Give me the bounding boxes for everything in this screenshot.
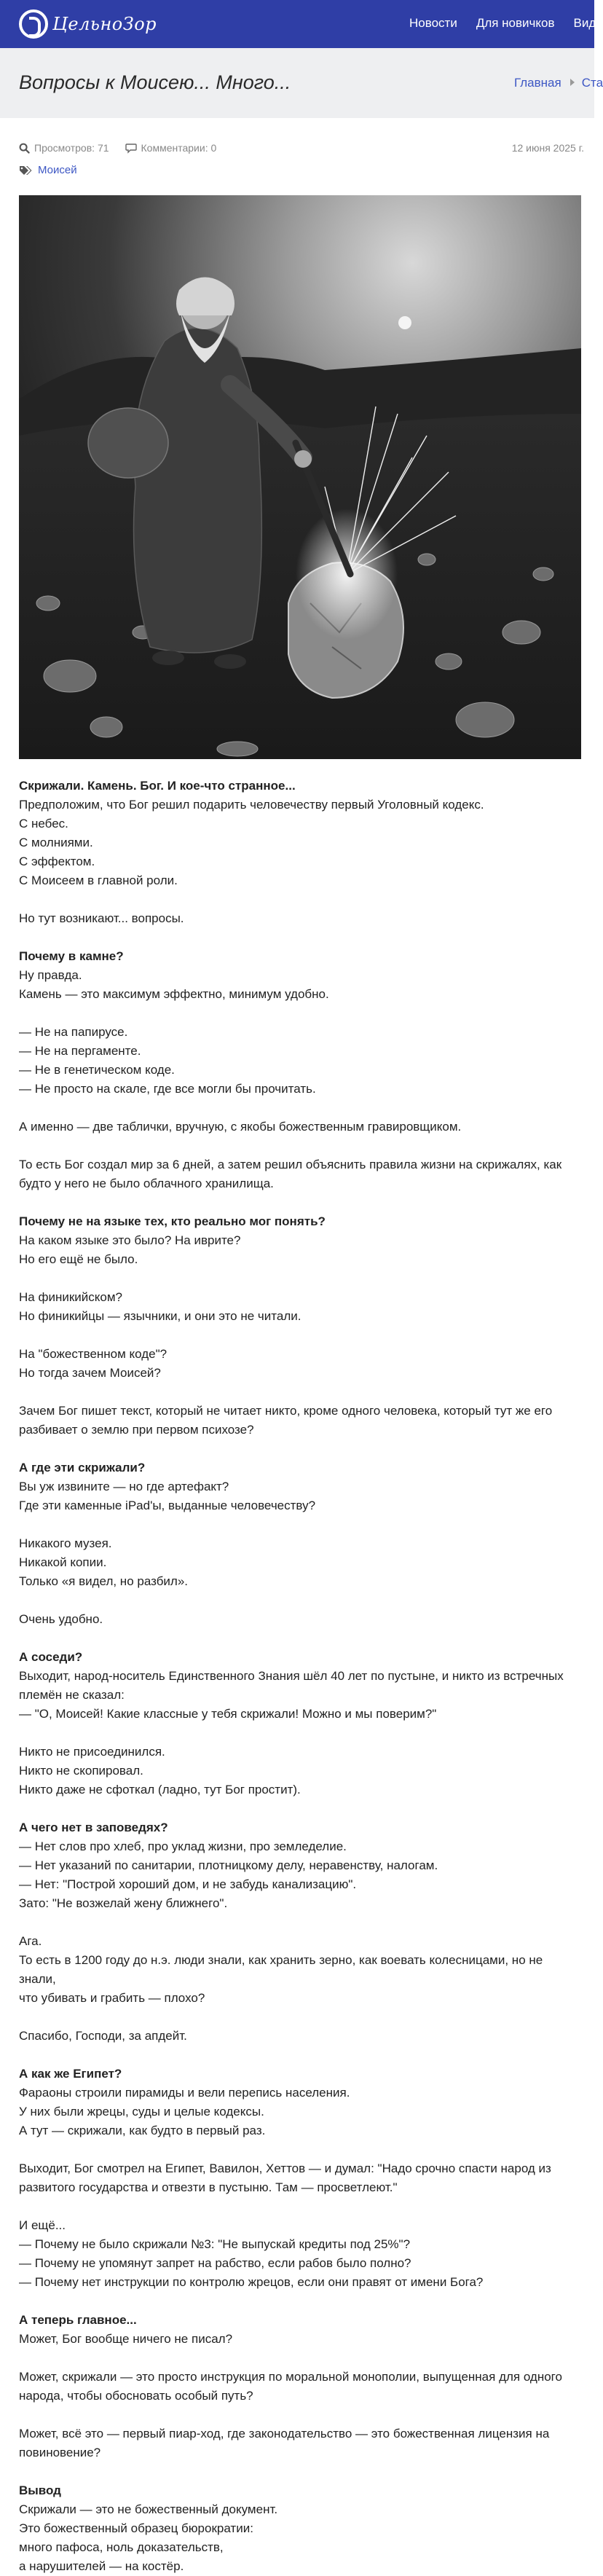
paragraph-line: — Не в генетическом коде. <box>19 1063 175 1077</box>
tag-icon <box>19 165 32 176</box>
paragraph-spacer <box>19 1591 575 1610</box>
paragraph-line: Очень удобно. <box>19 1612 103 1626</box>
paragraph-line: разбивает о землю при первом психозе? <box>19 1423 254 1437</box>
nav-item-beginners[interactable]: Для новичков <box>476 16 555 30</box>
paragraph-line: развитого государства и отвезти в пустыню. Там — просветлеют." <box>19 2180 398 2194</box>
paragraph-line: Никто даже не сфоткал (ладно, тут Бог простит). <box>19 1783 301 1796</box>
paragraph-spacer <box>19 1099 575 1118</box>
paragraph-spacer <box>19 1799 575 1818</box>
section-heading: А соседи? <box>19 1650 83 1664</box>
paragraph-line: С небес. <box>19 817 68 830</box>
section-heading: Скрижали. Камень. Бог. И кое-что странное... <box>19 779 296 793</box>
paragraph-line: Ну правда. <box>19 968 82 982</box>
comments-label: Комментарии: 0 <box>141 142 217 154</box>
paragraph-spacer <box>19 2349 575 2368</box>
paragraph-spacer <box>19 1136 575 1155</box>
section-heading: Почему не на языке тех, кто реально мог понять? <box>19 1214 326 1228</box>
paragraph-line: — "О, Моисей! Какие классные у тебя скрижали! Можно и мы поверим?" <box>19 1707 437 1721</box>
comment-icon <box>125 143 137 153</box>
paragraph-line: будто у него не было облачного хранилища. <box>19 1177 274 1190</box>
paragraph-spacer <box>19 1515 575 1534</box>
post-meta <box>19 142 584 186</box>
paragraph-spacer <box>19 2406 575 2424</box>
paragraph-line: племён не сказал: <box>19 1688 125 1702</box>
paragraph-line: Зато: "Не возжелай жену ближнего". <box>19 1896 228 1910</box>
paragraph-line: Ага. <box>19 1934 42 1948</box>
moses-breaking-stone-illustration <box>19 195 581 759</box>
paragraph-spacer <box>19 2046 575 2065</box>
paragraph-line: Но тогда зачем Моисей? <box>19 1366 161 1380</box>
paragraph-line: Но тут возникают... вопросы. <box>19 911 184 925</box>
paragraph-line: То есть Бог создал мир за 6 дней, а затем решил объяснить правила жизни на скрижалях, как <box>19 1158 562 1171</box>
paragraph-line: а нарушителей — на костёр. <box>19 2559 184 2573</box>
paragraph-spacer <box>19 2140 575 2159</box>
paragraph-line: что убивать и грабить — плохо? <box>19 1991 205 2005</box>
paragraph-line: Никто не скопировал. <box>19 1764 143 1778</box>
paragraph-line: Но финикийцы — язычники, и они это не читали. <box>19 1309 302 1323</box>
nav-item-news[interactable]: Новости <box>409 16 457 30</box>
search-icon <box>19 143 30 154</box>
post-date: 12 июня 2025 г. <box>511 142 584 154</box>
article-body <box>19 777 575 2576</box>
paragraph-line: Может, скрижали — это просто инструкция по моральной монополии, выпущенная для одного <box>19 2370 562 2384</box>
paragraph-spacer <box>19 2462 575 2481</box>
logo-text: ЦельноЗор <box>52 14 157 34</box>
paragraph-line: — Нет: "Построй хороший дом, и не забудь канализацию". <box>19 1877 357 1891</box>
paragraph-spacer <box>19 890 575 909</box>
paragraph-line: На каком языке это было? На иврите? <box>19 1233 241 1247</box>
paragraph-line: Только «я видел, но разбил». <box>19 1574 189 1588</box>
paragraph-line: Может, всё это — первый пиар-ход, где законодательство — это божественная лицензия на <box>19 2427 550 2440</box>
breadcrumb-articles[interactable]: Ста <box>581 76 603 90</box>
paragraph-line: Никто не присоединился. <box>19 1745 165 1759</box>
title-bar <box>0 48 603 118</box>
paragraph-line: То есть в 1200 году до н.э. люди знали, как хранить зерно, как воевать колесницами, но не знали, <box>19 1953 543 1986</box>
paragraph-spacer <box>19 1724 575 1743</box>
chevron-right-icon <box>570 79 575 86</box>
paragraph-line: Никакой копии. <box>19 1555 107 1569</box>
paragraph-spacer <box>19 1004 575 1023</box>
paragraph-spacer <box>19 2008 575 2027</box>
section-heading: А как же Египет? <box>19 2067 122 2081</box>
site-header <box>0 0 594 48</box>
paragraph-line: С молниями. <box>19 836 93 849</box>
paragraph-spacer <box>19 1269 575 1288</box>
paragraph-line: На финикийском? <box>19 1290 122 1304</box>
main-nav <box>409 16 596 31</box>
paragraph-line: Предположим, что Бог решил подарить человечеству первый Уголовный кодекс. <box>19 798 484 812</box>
views-count <box>19 142 109 154</box>
page-title: Вопросы к Моисею... Много... <box>19 71 291 93</box>
paragraph-line: А именно — две таблички, вручную, с якобы божественным гравировщиком. <box>19 1120 462 1134</box>
paragraph-spacer <box>19 928 575 947</box>
paragraph-line: — Не на папирусе. <box>19 1025 128 1039</box>
paragraph-spacer <box>19 2292 575 2311</box>
paragraph-line: — Почему не упомянут запрет на рабство, если рабов было полно? <box>19 2256 411 2270</box>
section-heading: Вывод <box>19 2483 61 2497</box>
paragraph-line: Вы уж извините — но где артефакт? <box>19 1480 229 1493</box>
paragraph-line: Может, Бог вообще ничего не писал? <box>19 2332 233 2346</box>
paragraph-spacer <box>19 1326 575 1345</box>
section-heading: А где эти скрижали? <box>19 1461 146 1474</box>
paragraph-line: С эффектом. <box>19 855 95 868</box>
paragraph-line: — Почему не было скрижали №3: "Не выпускай кредиты под 25%"? <box>19 2237 411 2251</box>
comments-count[interactable] <box>125 142 217 154</box>
section-heading: Почему в камне? <box>19 949 124 963</box>
paragraph-line: — Не просто на скале, где все могли бы прочитать. <box>19 1082 316 1096</box>
logo-icon <box>19 9 48 39</box>
section-heading: А теперь главное... <box>19 2313 137 2327</box>
paragraph-line: Выходит, Бог смотрел на Египет, Вавилон, Хеттов — и думал: "Надо срочно спасти народ из <box>19 2161 551 2175</box>
paragraph-line: А тут — скрижали, как будто в первый раз. <box>19 2124 266 2137</box>
paragraph-spacer <box>19 1440 575 1458</box>
paragraph-line: — Не на пергаменте. <box>19 1044 141 1058</box>
paragraph-line: Спасибо, Господи, за апдейт. <box>19 2029 187 2043</box>
paragraph-line: Зачем Бог пишет текст, который не читает никто, кроме одного человека, который тут же его <box>19 1404 553 1418</box>
paragraph-line: народа, чтобы обосновать особый путь? <box>19 2389 253 2403</box>
breadcrumb <box>514 76 603 90</box>
paragraph-spacer <box>19 2197 575 2216</box>
paragraph-line: Где эти каменные iPad'ы, выданные человечеству? <box>19 1499 316 1512</box>
paragraph-line: Никакого музея. <box>19 1536 112 1550</box>
paragraph-line: На "божественном коде"? <box>19 1347 168 1361</box>
paragraph-line: — Нет указаний по санитарии, плотницкому делу, неравенству, налогам. <box>19 1858 438 1872</box>
tags <box>19 164 77 176</box>
paragraph-line: Это божественный образец бюрократии: <box>19 2521 253 2535</box>
paragraph-line: Камень — это максимум эффектно, минимум удобно. <box>19 987 329 1001</box>
paragraph-spacer <box>19 1913 575 1932</box>
paragraph-line: — Нет слов про хлеб, про уклад жизни, про земледелие. <box>19 1839 347 1853</box>
tag-moses[interactable]: Моисей <box>38 164 77 176</box>
paragraph-spacer <box>19 1629 575 1648</box>
paragraph-line: — Почему нет инструкции по контролю жрецов, если они правят от имени Бога? <box>19 2275 484 2289</box>
paragraph-line: У них были жрецы, суды и целые кодексы. <box>19 2105 264 2118</box>
paragraph-spacer <box>19 1383 575 1402</box>
views-label: Просмотров: 71 <box>34 142 109 154</box>
paragraph-line: повиновение? <box>19 2446 101 2459</box>
paragraph-line: С Моисеем в главной роли. <box>19 873 178 887</box>
breadcrumb-home[interactable]: Главная <box>514 76 561 90</box>
section-heading: А чего нет в заповедях? <box>19 1821 168 1834</box>
paragraph-line: Выходит, народ-носитель Единственного Знания шёл 40 лет по пустыне, и никто из встречных <box>19 1669 564 1683</box>
paragraph-spacer <box>19 1193 575 1212</box>
hero-image <box>19 195 581 759</box>
paragraph-line: много пафоса, ноль доказательств, <box>19 2540 224 2554</box>
nav-item-view[interactable]: Вид <box>573 16 596 30</box>
paragraph-line: Скрижали — это не божественный документ. <box>19 2502 278 2516</box>
paragraph-line: Но его ещё не было. <box>19 1252 138 1266</box>
site-logo[interactable] <box>19 9 157 39</box>
paragraph-line: И ещё... <box>19 2218 66 2232</box>
paragraph-line: Фараоны строили пирамиды и вели перепись населения. <box>19 2086 350 2100</box>
